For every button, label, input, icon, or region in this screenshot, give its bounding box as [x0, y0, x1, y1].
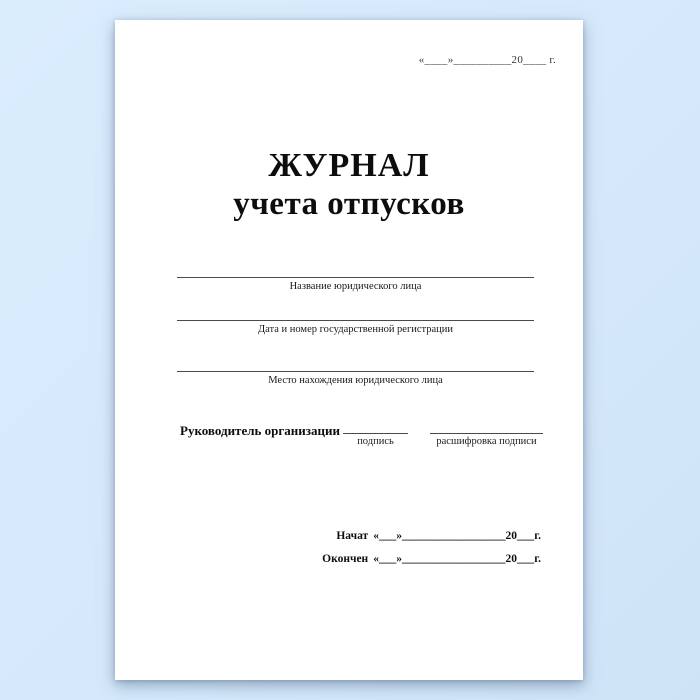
started-row	[314, 525, 541, 548]
signature-transcript-caption: расшифровка подписи	[436, 436, 537, 447]
signature-transcript-line	[430, 433, 543, 447]
signature-line-caption: подпись	[357, 436, 394, 447]
field-registration	[177, 320, 534, 335]
journal-dates-footer	[314, 525, 541, 571]
field-legal-name-caption: Название юридического лица	[289, 281, 422, 292]
document-page	[115, 20, 583, 680]
field-location	[177, 371, 534, 386]
started-blank-line: «___»__________________20___г.	[373, 530, 541, 542]
title-line-1: ЖУРНАЛ	[268, 147, 430, 184]
document-title	[115, 146, 583, 224]
finished-label: Окончен	[322, 553, 369, 565]
title-line-2: учета отпусков	[233, 186, 465, 222]
finished-blank-line: «___»__________________20___г.	[373, 553, 541, 565]
field-location-caption: Место нахождения юридического лица	[268, 375, 443, 386]
header-date-line: «____»__________20____ г.	[418, 54, 556, 66]
field-legal-name	[177, 277, 534, 292]
signature-label: Руководитель организации	[180, 423, 340, 438]
field-registration-caption: Дата и номер государственной регистрации	[257, 324, 454, 335]
signature-line	[343, 433, 408, 447]
finished-row	[314, 548, 541, 571]
started-label: Начат	[336, 530, 369, 542]
